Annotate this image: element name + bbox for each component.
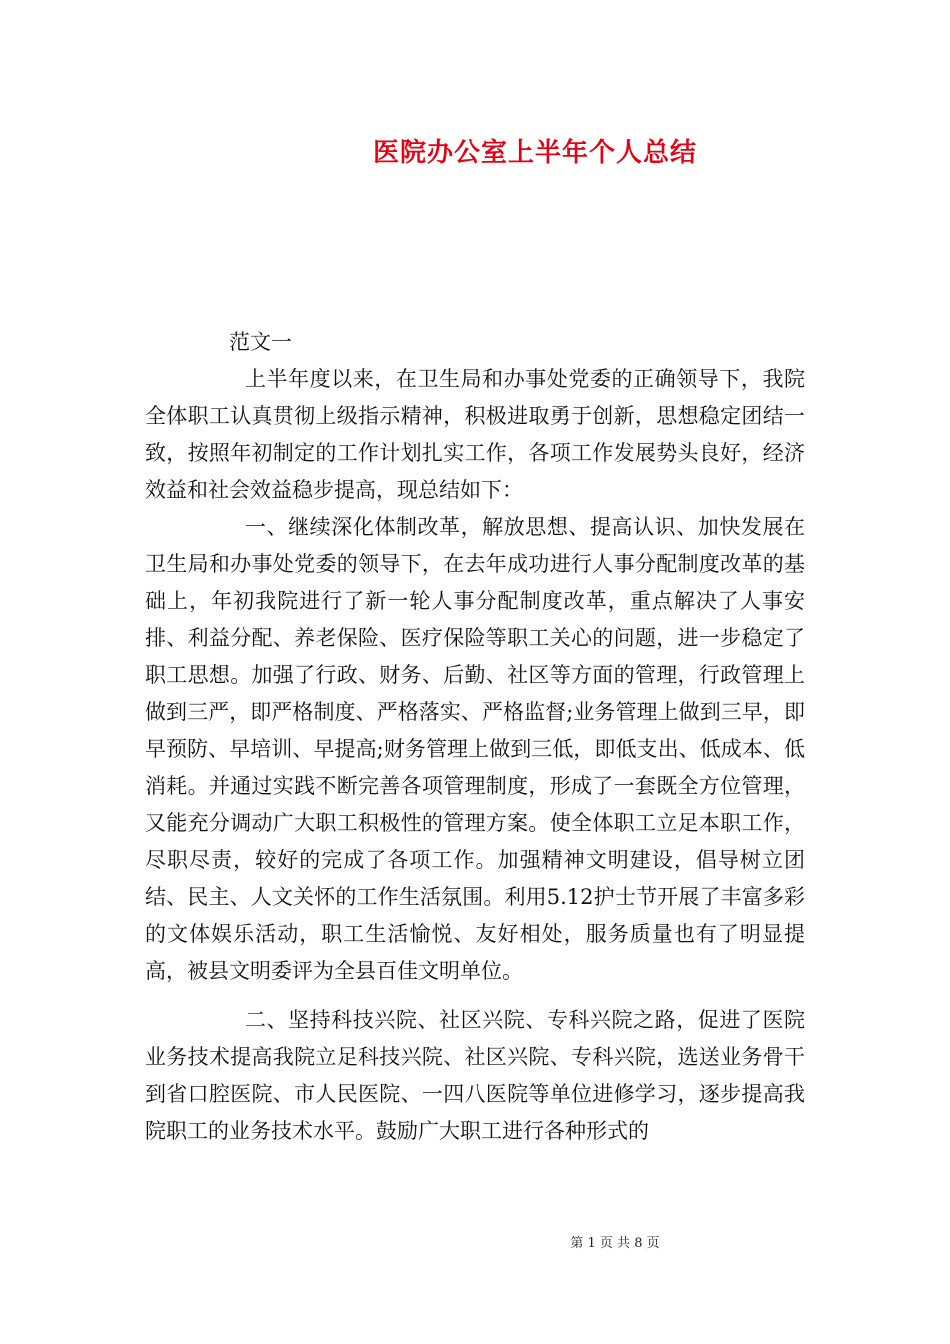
- paragraph-intro: 上半年度以来，在卫生局和办事处党委的正确领导下，我院全体职工认真贯彻上级指示精神，积极进取勇于创新，思想稳定团结一致，按照年初制定的工作计划扎实工作，各项工作发展势头良好，经济效益和社会效益稳步提高，现总结如下：: [145, 367, 805, 502]
- document-body: [145, 324, 805, 1150]
- paragraph-section-1: 一、继续深化体制改革，解放思想、提高认识、加快发展在卫生局和办事处党委的领导下，在去年成功进行人事分配制度改革的基础上，年初我院进行了新一轮人事分配制度改革，重点解决了人事安排、利益分配、养老保险、医疗保险等职工关心的问题，进一步稳定了职工思想。加强了行政、财务、后勤、社区等方面的管理，行政管理上做到三严，即严格制度、严格落实、严格监督;业务管理上做到三早，即早预防、早培训、早提高;财务管理上做到三低，即低支出、低成本、低消耗。并通过实践不断完善各项管理制度，形成了一套既全方位管理，又能充分调动广大职工积极性的管理方案。使全体职工立足本职工作，尽职尽责，较好的完成了各项工作。加强精神文明建设，倡导树立团结、民主、人文关怀的工作生活氛围。利用5.12护士节开展了丰富多彩的文体娱乐活动，职工生活愉悦、友好相处，服务质量也有了明显提高，被县文明委评为全县百佳文明单位。: [145, 515, 805, 983]
- document-title: 医院办公室上半年个人总结: [372, 138, 697, 168]
- sample-label: 范文一: [229, 330, 292, 354]
- paragraph-section-2: 二、坚持科技兴院、社区兴院、专科兴院之路，促进了医院业务技术提高我院立足科技兴院、社区兴院、专科兴院，选送业务骨干到省口腔医院、市人民医院、一四八医院等单位进修学习，逐步提高我院职工的业务技术水平。鼓励广大职工进行各种形式的: [145, 1008, 805, 1143]
- page-number-footer: 第 1 页 共 8 页: [570, 1236, 660, 1251]
